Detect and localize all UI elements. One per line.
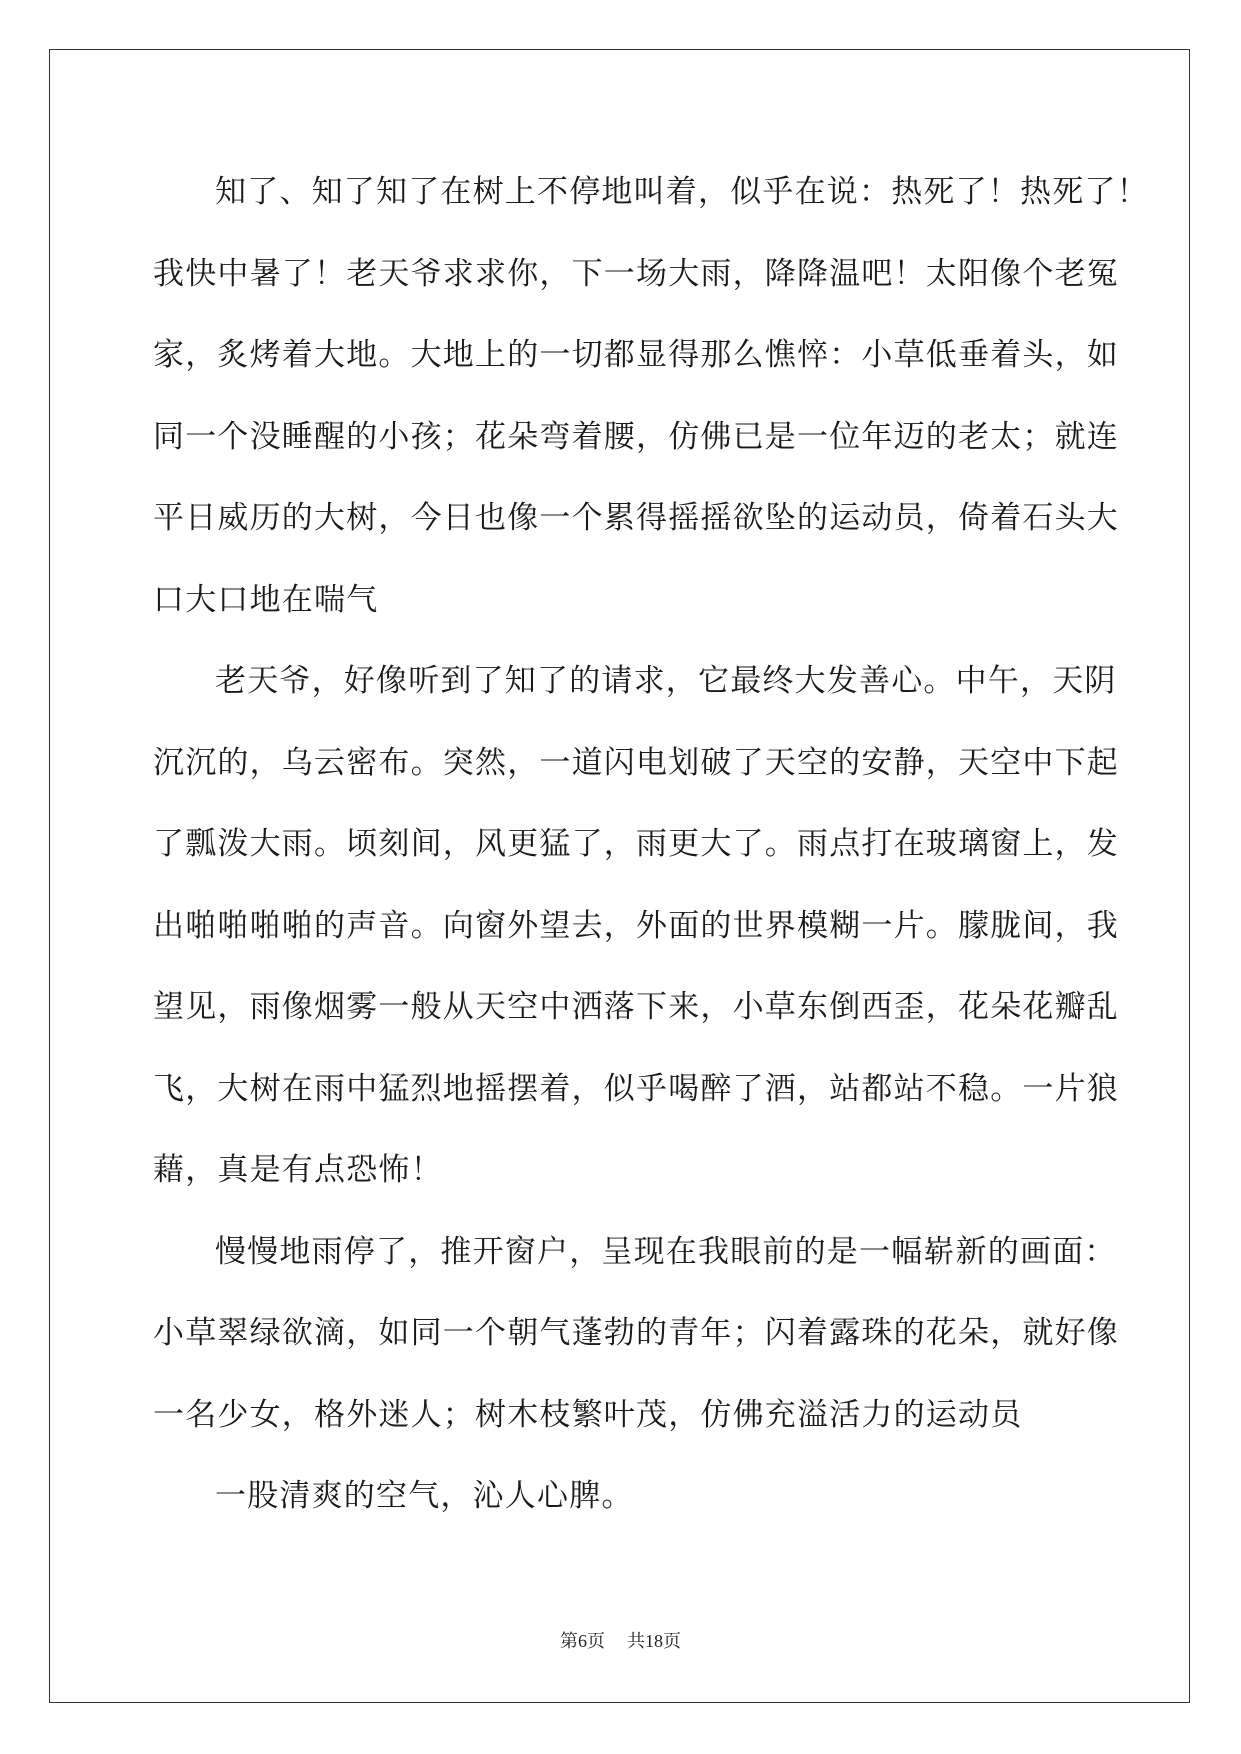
paragraph-4-line-1: 一股清爽的空气，沁人心脾。 — [215, 1478, 634, 1514]
paragraph-2-line-7: 藉，真是有点恐怖！ — [153, 1152, 443, 1188]
paragraph-1-line-4: 同一个没睡醒的小孩；花朵弯着腰，仿佛已是一位年迈的老太；就连 — [153, 418, 1119, 455]
paragraph-1-line-6: 口大口地在喘气 — [153, 581, 379, 618]
page-footer — [0, 1627, 1241, 1653]
paragraph-3-line-2: 小草翠绿欲滴，如同一个朝气蓬勃的青年；闪着露珠的花朵，就好像 — [153, 1315, 1119, 1351]
paragraph-1-line-2: 我快中暑了！老天爷求求你，下一场大雨，降降温吧！太阳像个老冤 — [153, 255, 1119, 292]
paragraph-2-line-6: 飞，大树在雨中猛烈地摇摆着，似乎喝醉了酒，站都站不稳。一片狼 — [153, 1070, 1119, 1107]
document-body — [153, 167, 1149, 1553]
paragraph-1-line-3: 家，炙烤着大地。大地上的一切都显得那么憔悴：小草低垂着头，如 — [153, 337, 1119, 373]
paragraph-3-line-3: 一名少女，格外迷人；树木枝繁叶茂，仿佛充溢活力的运动员 — [153, 1396, 1023, 1433]
paragraph-3-line-1: 慢慢地雨停了，推开窗户，呈现在我眼前的是一幅崭新的画面： — [215, 1233, 1117, 1270]
paragraph-1-line-5: 平日威历的大树，今日也像一个累得摇摇欲坠的运动员，倚着石头大 — [153, 500, 1119, 536]
paragraph-2-line-4: 出啪啪啪啪的声音。向窗外望去，外面的世界模糊一片。朦胧间，我 — [153, 907, 1119, 944]
paragraph-2-line-3: 了瓢泼大雨。顷刻间，风更猛了，雨更大了。雨点打在玻璃窗上，发 — [153, 826, 1119, 862]
paragraph-2-line-5: 望见，雨像烟雾一般从天空中洒落下来，小草东倒西歪，花朵花瓣乱 — [153, 989, 1119, 1025]
paragraph-2-line-2: 沉沉的，乌云密布。突然，一道闪电划破了天空的安静，天空中下起 — [153, 744, 1119, 781]
page-number: 第6页 — [560, 1631, 605, 1651]
paragraph-1-line-1: 知了、知了知了在树上不停地叫着，似乎在说：热死了！热死了！ — [215, 174, 1149, 210]
page-total: 共18页 — [627, 1631, 681, 1651]
paragraph-2-line-1: 老天爷，好像听到了知了的请求，它最终大发善心。中午，天阴 — [215, 663, 1117, 699]
